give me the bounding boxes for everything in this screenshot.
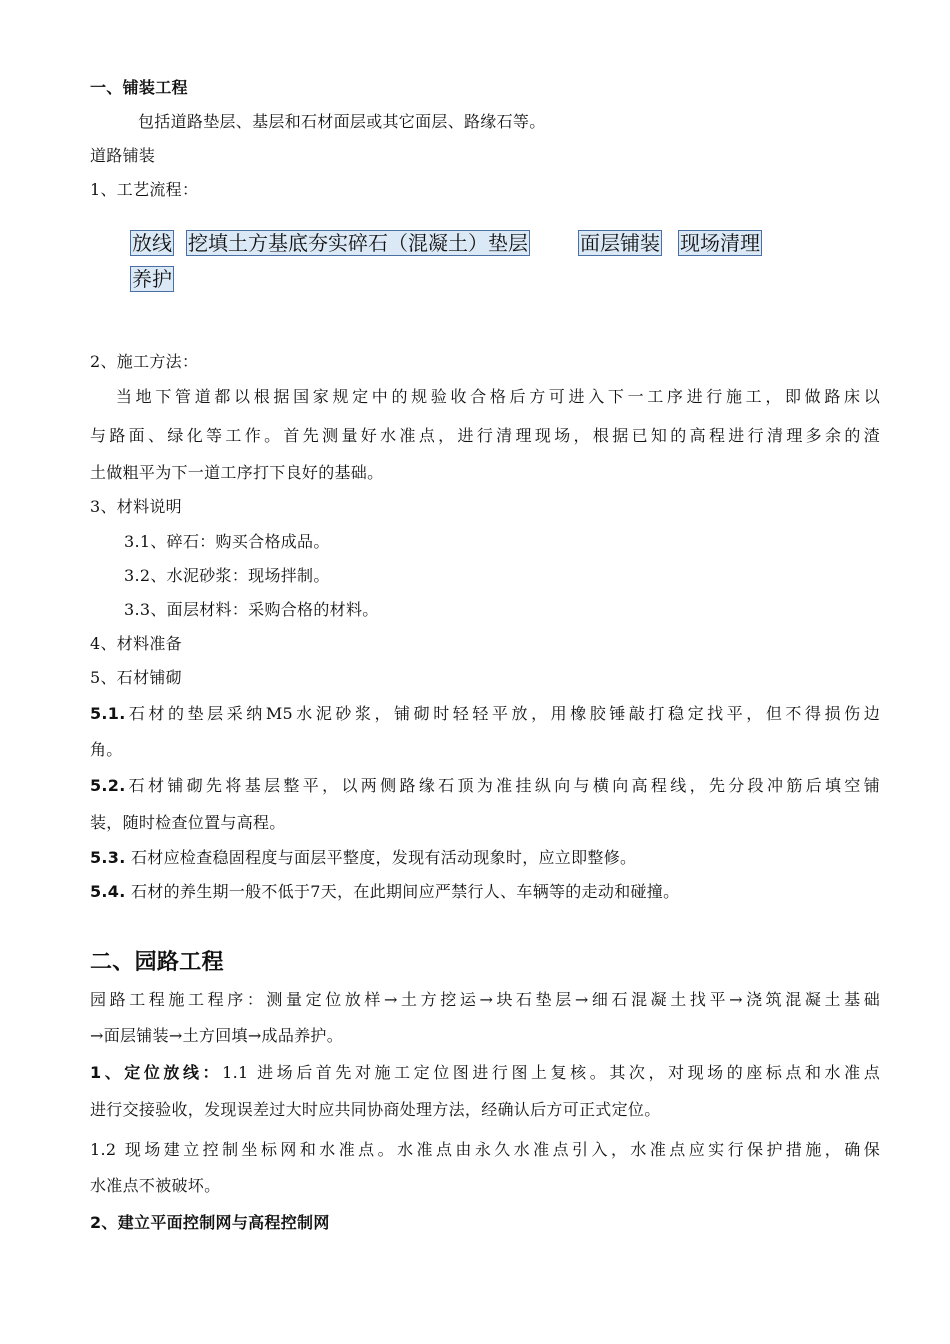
step1-line-2: 进行交接验收，发现误差过大时应共同协商处理方法，经确认后方可正式定位。 — [90, 1100, 661, 1119]
masonry-title: 5、石材铺砌 — [90, 668, 182, 687]
step1-line-3: 1.2 现场建立控制坐标网和水准点。水准点由永久水准点引入，水准点应实行保护措施，确保 — [90, 1140, 880, 1159]
masonry-5-1-line-2: 角。 — [90, 740, 123, 759]
step1-text-1: 1.1 进场后首先对施工定位图进行图上复核。其次，对现场的座标点和水准点 — [222, 1063, 880, 1082]
material-title: 3、材料说明 — [90, 497, 182, 516]
flow-step-curing: 养护 — [132, 267, 172, 291]
masonry-5-3-text: 石材应检查稳固程度与面层平整度，发现有活动现象时，应立即整修。 — [125, 848, 637, 867]
masonry-5-4-number: 5.4. — [90, 882, 126, 901]
masonry-5-3-line — [90, 848, 880, 868]
masonry-5-3-number: 5.3. — [90, 848, 126, 867]
step1-line-1 — [90, 1063, 880, 1083]
material-item-1: 3.1、碎石：购买合格成品。 — [124, 532, 330, 551]
sequence-line-1: 园路工程施工程序：测量定位放样→土方挖运→块石垫层→细石混凝土找平→浇筑混凝土基础 — [90, 990, 880, 1009]
step1-label: 1、定位放线： — [90, 1063, 223, 1082]
flow-step-earthwork: 挖填土方基底夯实碎石（混凝土）垫层 — [188, 231, 528, 255]
section1-intro: 包括道路垫层、基层和石材面层或其它面层、路缘石等。 — [138, 112, 546, 131]
masonry-5-4-text: 石材的养生期一般不低于7天，在此期间应严禁行人、车辆等的走动和碰撞。 — [125, 882, 680, 901]
process-title: 1、工艺流程： — [90, 180, 199, 199]
method-line-3: 土做粗平为下一道工序打下良好的基础。 — [90, 463, 384, 482]
masonry-5-1-text: 石材的垫层采纳M5水泥砂浆，铺砌时轻轻平放，用橡胶锤敲打稳定找平，但不得损伤边 — [125, 704, 880, 723]
material-item-3: 3.3、面层材料：采购合格的材料。 — [124, 600, 379, 619]
material-item-2: 3.2、水泥砂浆：现场拌制。 — [124, 566, 330, 585]
flow-step-layout: 放线 — [132, 231, 172, 255]
masonry-5-1-number: 5.1. — [90, 704, 126, 723]
flow-step-paving: 面层铺装 — [580, 231, 660, 255]
masonry-5-2-line-2: 装，随时检查位置与高程。 — [90, 813, 286, 832]
masonry-5-2-number: 5.2. — [90, 776, 126, 795]
method-line-1: 当地下管道都以根据国家规定中的规验收合格后方可进入下一工序进行施工，即做路床以 — [116, 387, 880, 406]
section1-subtitle: 道路铺装 — [90, 146, 156, 165]
method-line-2: 与路面、绿化等工作。首先测量好水准点，进行清理现场，根据已知的高程进行清理多余的渣 — [90, 426, 880, 445]
masonry-5-4-line — [90, 882, 880, 902]
prep-title: 4、材料准备 — [90, 634, 182, 653]
masonry-5-2-line-1 — [90, 776, 880, 796]
masonry-5-2-text: 石材铺砌先将基层整平，以两侧路缘石顶为准挂纵向与横向高程线，先分段冲筋后填空铺 — [125, 776, 880, 795]
sequence-line-2: →面层铺装→土方回填→成品养护。 — [90, 1026, 344, 1045]
masonry-5-1-line-1 — [90, 704, 880, 724]
method-title: 2、施工方法： — [90, 352, 199, 371]
step1-line-4: 水准点不被破坏。 — [90, 1176, 221, 1195]
flow-step-cleanup: 现场清理 — [680, 231, 760, 255]
section1-heading: 一、铺装工程 — [90, 78, 188, 97]
step2-title: 2、建立平面控制网与高程控制网 — [90, 1213, 330, 1232]
section2-heading: 二、园路工程 — [90, 950, 224, 975]
